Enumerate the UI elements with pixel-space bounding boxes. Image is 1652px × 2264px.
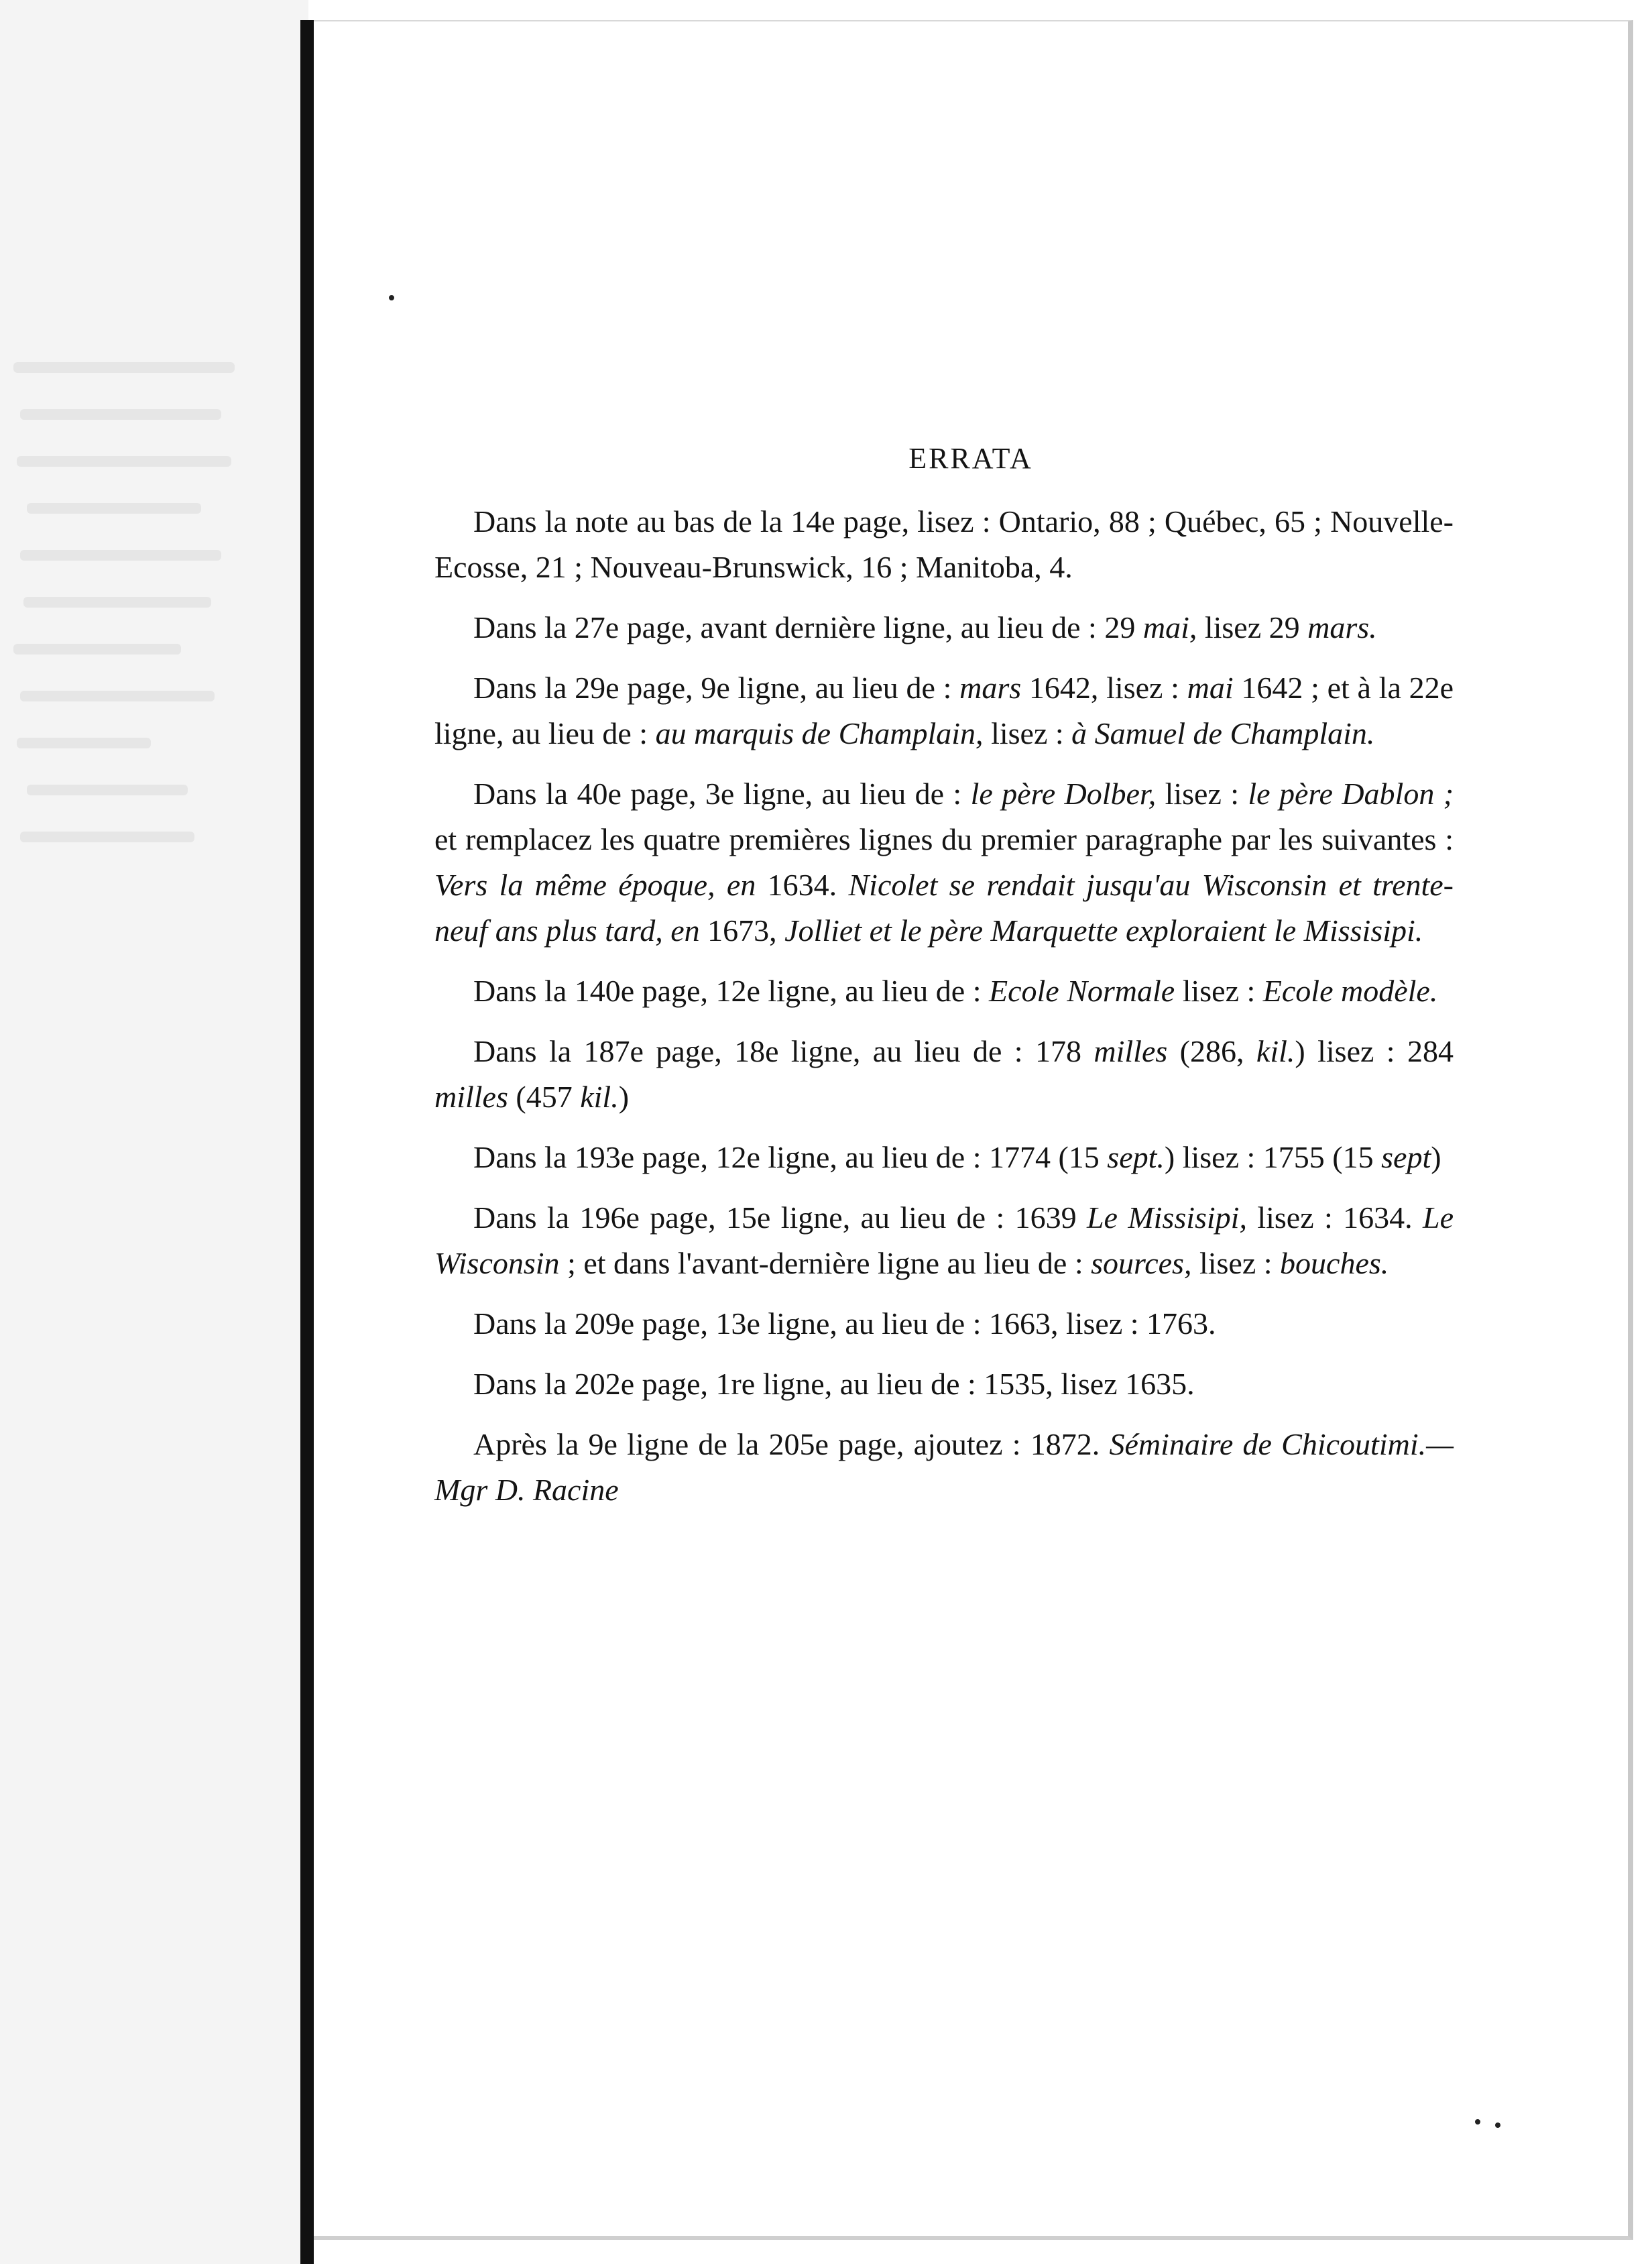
body-text: ) lisez : 284: [1295, 1034, 1454, 1068]
italic-text: le père Dolber,: [970, 777, 1157, 811]
italic-text: kil.: [580, 1080, 619, 1114]
body-text: ) lisez : 1755 (15: [1164, 1140, 1382, 1174]
bleed-through-mark: [27, 503, 201, 514]
paper-speck: [389, 295, 394, 300]
bleed-through-mark: [20, 550, 221, 561]
italic-text: à Samuel de Champlain.: [1071, 716, 1375, 750]
body-text: 1642, lisez :: [1021, 671, 1187, 705]
body-text: lisez :: [1156, 777, 1248, 811]
bleed-through-mark: [17, 456, 231, 467]
paper-speck: [1495, 2122, 1500, 2128]
body-text: Dans la 196e page, 15e ligne, au lieu de : 1639: [473, 1200, 1087, 1235]
italic-text: au marquis de Champlain,: [655, 716, 984, 750]
bleed-through-mark: [13, 362, 235, 373]
italic-text: Vers la même époque, en: [434, 868, 756, 902]
bleed-through-mark: [13, 644, 181, 655]
body-text: ): [1431, 1140, 1441, 1174]
body-text: lisez :: [1191, 1246, 1281, 1280]
errata-entry: [434, 968, 1454, 1014]
body-text: Après la 9e ligne de la 205e page, ajoutez : 1872.: [473, 1427, 1110, 1461]
page-title: ERRATA: [908, 442, 1033, 475]
bleed-through-mark: [20, 691, 215, 701]
body-text: Dans la 202e page, 1re ligne, au lieu de : 1535, lisez 1635.: [473, 1367, 1195, 1401]
errata-entry: [434, 665, 1454, 756]
body-text: Dans la 140e page, 12e ligne, au lieu de :: [473, 974, 989, 1008]
errata-entry: [434, 1301, 1454, 1347]
italic-text: Le Wisconsin: [434, 1200, 1454, 1280]
errata-entry: [434, 1029, 1454, 1120]
italic-text: Jolliet et le père Marquette exploraient le Missisipi.: [784, 913, 1423, 948]
italic-text: Ecole modèle.: [1262, 974, 1438, 1008]
italic-text: sept: [1381, 1140, 1431, 1174]
italic-text: kil.: [1256, 1034, 1295, 1068]
body-text: 1673,: [699, 913, 785, 948]
body-text: Dans la note au bas de la 14e page, lisez : Ontario, 88 ; Québec, 65 ; Nouvelle-Ecosse, 21 ; Nouveau-Brunswick, 16 ; Manitoba, 4.: [434, 504, 1454, 584]
errata-entry: [434, 771, 1454, 954]
italic-text: mars.: [1307, 610, 1377, 644]
bleed-through-mark: [20, 832, 194, 842]
italic-text: milles: [1094, 1034, 1168, 1068]
body-text: lisez :: [983, 716, 1072, 750]
errata-entry: [434, 605, 1454, 650]
italic-text: Ecole Normale: [988, 974, 1175, 1008]
body-text: Dans la 27e page, avant dernière ligne, au lieu de : 29: [473, 610, 1143, 644]
paper-speck: [1475, 2119, 1480, 2125]
errata-entry: [434, 499, 1454, 590]
body-text: 1642 ; et à la 22e ligne, au lieu de :: [434, 671, 1454, 750]
body-text: lisez :: [1175, 974, 1263, 1008]
body-text: Dans la 187e page, 18e ligne, au lieu de : 178: [473, 1034, 1094, 1068]
italic-text: bouches.: [1280, 1246, 1389, 1280]
errata-entry: [434, 1195, 1454, 1286]
italic-text: Nicolet se rendait jusqu'au Wisconsin et trente-neuf ans plus tard, en: [434, 868, 1454, 948]
errata-entry: [434, 1361, 1454, 1407]
body-text: ; et dans l'avant-dernière ligne au lieu de :: [559, 1246, 1092, 1280]
italic-text: sources,: [1091, 1246, 1192, 1280]
italic-text: Le Missisipi,: [1086, 1200, 1247, 1235]
bleed-through-mark: [20, 409, 221, 420]
body-text: et remplacez les quatre premières lignes du premier paragraphe par les suivantes :: [434, 822, 1454, 856]
body-text: Dans la 193e page, 12e ligne, au lieu de : 1774 (15: [473, 1140, 1108, 1174]
body-text: lisez : 1634.: [1246, 1200, 1423, 1235]
body-text: Dans la 40e page, 3e ligne, au lieu de :: [473, 777, 971, 811]
bleed-through-mark: [17, 738, 151, 748]
errata-entry: [434, 1422, 1454, 1513]
body-text: 1634.: [756, 868, 849, 902]
bleed-through-mark: [27, 785, 188, 795]
errata-entry: [434, 1135, 1454, 1180]
italic-text: mai,: [1142, 610, 1197, 644]
body-text: Dans la 29e page, 9e ligne, au lieu de :: [473, 671, 960, 705]
errata-text: [434, 436, 1454, 1528]
gutter-shadow: [300, 20, 314, 2264]
body-text: ): [618, 1080, 630, 1114]
body-text: (286,: [1167, 1034, 1256, 1068]
body-text: Dans la 209e page, 13e ligne, au lieu de : 1663, lisez : 1763.: [473, 1306, 1216, 1341]
facing-page-margin: [0, 0, 308, 2264]
italic-text: mars: [959, 671, 1022, 705]
italic-text: sept.: [1107, 1140, 1165, 1174]
bleed-through-mark: [23, 597, 211, 608]
italic-text: mai: [1187, 671, 1234, 705]
italic-text: le père Dablon ;: [1248, 777, 1454, 811]
italic-text: Séminaire de Chicoutimi.—Mgr D. Racine: [434, 1427, 1454, 1507]
body-text: lisez 29: [1197, 610, 1308, 644]
body-text: (457: [508, 1080, 581, 1114]
errata-list: [434, 499, 1454, 1513]
italic-text: milles: [434, 1080, 508, 1114]
